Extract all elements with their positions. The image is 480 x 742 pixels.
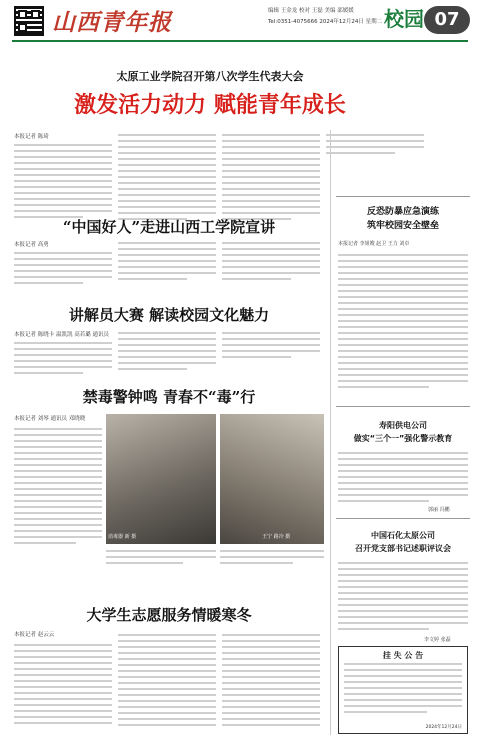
photo-right: [220, 414, 324, 544]
article2-body-col1: [14, 252, 112, 288]
newspaper-logo: 山西青年报: [52, 9, 172, 36]
sidebar-story3-byline: 李文婷 张磊: [424, 637, 451, 643]
sidebar-story3-title-line1: 中国石化太原公司: [371, 531, 435, 540]
article2-title: “中国好人”走进山西工学院宣讲: [62, 218, 276, 236]
lost-notice-body: [344, 663, 462, 717]
contact-line-1: 编辑 王金龙 校对 王磊 美编 邵媛媛: [268, 8, 354, 14]
sidebar-story3-body: [338, 562, 468, 634]
sidebar-story2-body: [338, 452, 468, 506]
photo-right-caption: 王宁 路冷 摄: [262, 534, 291, 540]
photo-left: [106, 414, 216, 544]
article4-byline: 本报记者 刘琴 通讯员 邓晓晓: [14, 416, 86, 422]
main-body-col3: [222, 134, 320, 224]
article3-body-col2: [118, 332, 216, 374]
sidebar-story1-byline: 本报记者 李姐嫂 赵卫 王力 刘卓: [338, 241, 410, 247]
article5-body-col2: [118, 634, 216, 730]
lost-notice-box: [338, 646, 468, 734]
article2-body-col3: [222, 242, 320, 284]
contact-line-2: Tel:0351-4075666 2024年12月24日 星期二: [268, 19, 383, 25]
main-kicker: 太原工业学院召开第八次学生代表大会: [116, 70, 304, 83]
article4-body-col1: [14, 428, 102, 548]
photo-left-caption: 消毒器 新 摄: [108, 534, 137, 540]
article3-body-col1: [14, 342, 112, 378]
main-body-col1: [14, 144, 112, 222]
masthead: [0, 0, 480, 44]
sidebar-rule-2: [336, 406, 470, 407]
article4-body-col3: [220, 550, 324, 568]
main-byline: 本报记者 陈琦: [14, 134, 49, 140]
sidebar-story2-byline: 郭丽 冯鹏: [428, 507, 450, 513]
article4-body-col2: [106, 550, 216, 568]
main-body-col4: [326, 134, 424, 158]
sidebar-rule-1: [336, 196, 470, 197]
page-number: 07: [434, 9, 460, 30]
article3-byline: 本报记者 陈晓卡 温凯凯 高若璐 通讯员: [14, 332, 109, 338]
sidebar-rule-3: [336, 518, 470, 519]
sidebar-story1-body: [338, 254, 468, 392]
article2-body-col2: [118, 242, 216, 284]
sidebar-story1-title-line2: 筑牢校园安全壁垒: [366, 221, 439, 231]
article5-title: 大学生志愿服务情暖寒冬: [86, 606, 252, 624]
sidebar-story1-title-line1: 反恐防暴应急演练: [366, 207, 439, 217]
section-name: 校园: [384, 7, 424, 31]
sidebar-story2-title-line2: 做实“三个一”强化警示教育: [353, 434, 453, 443]
lost-notice-date: 2024年12月24日: [425, 725, 462, 730]
sidebar-story3-title-line2: 召开党支部书记述职评议会: [355, 544, 451, 553]
article5-byline: 本报记者 赵云云: [14, 632, 55, 638]
page-number-badge: [424, 6, 470, 34]
sidebar-story2-title-line1: 寿阳供电公司: [379, 421, 427, 430]
article3-body-col3: [222, 332, 320, 362]
article4-title: 禁毒警钟鸣 青春不“毒”行: [82, 388, 256, 406]
column-divider: [330, 130, 331, 735]
article3-title: 讲解员大赛 解读校园文化魅力: [68, 306, 270, 324]
article5-body-col3: [222, 634, 320, 730]
main-title: 激发活力动力 赋能青年成长: [74, 92, 346, 118]
article5-body-col1: [14, 644, 112, 728]
main-body-col2: [118, 134, 216, 224]
lost-notice-title: 挂 失 公 告: [382, 651, 424, 660]
masthead-divider: [12, 40, 468, 42]
qr-code-icon: [14, 6, 44, 36]
article2-byline: 本报记者 高勇: [14, 242, 49, 248]
